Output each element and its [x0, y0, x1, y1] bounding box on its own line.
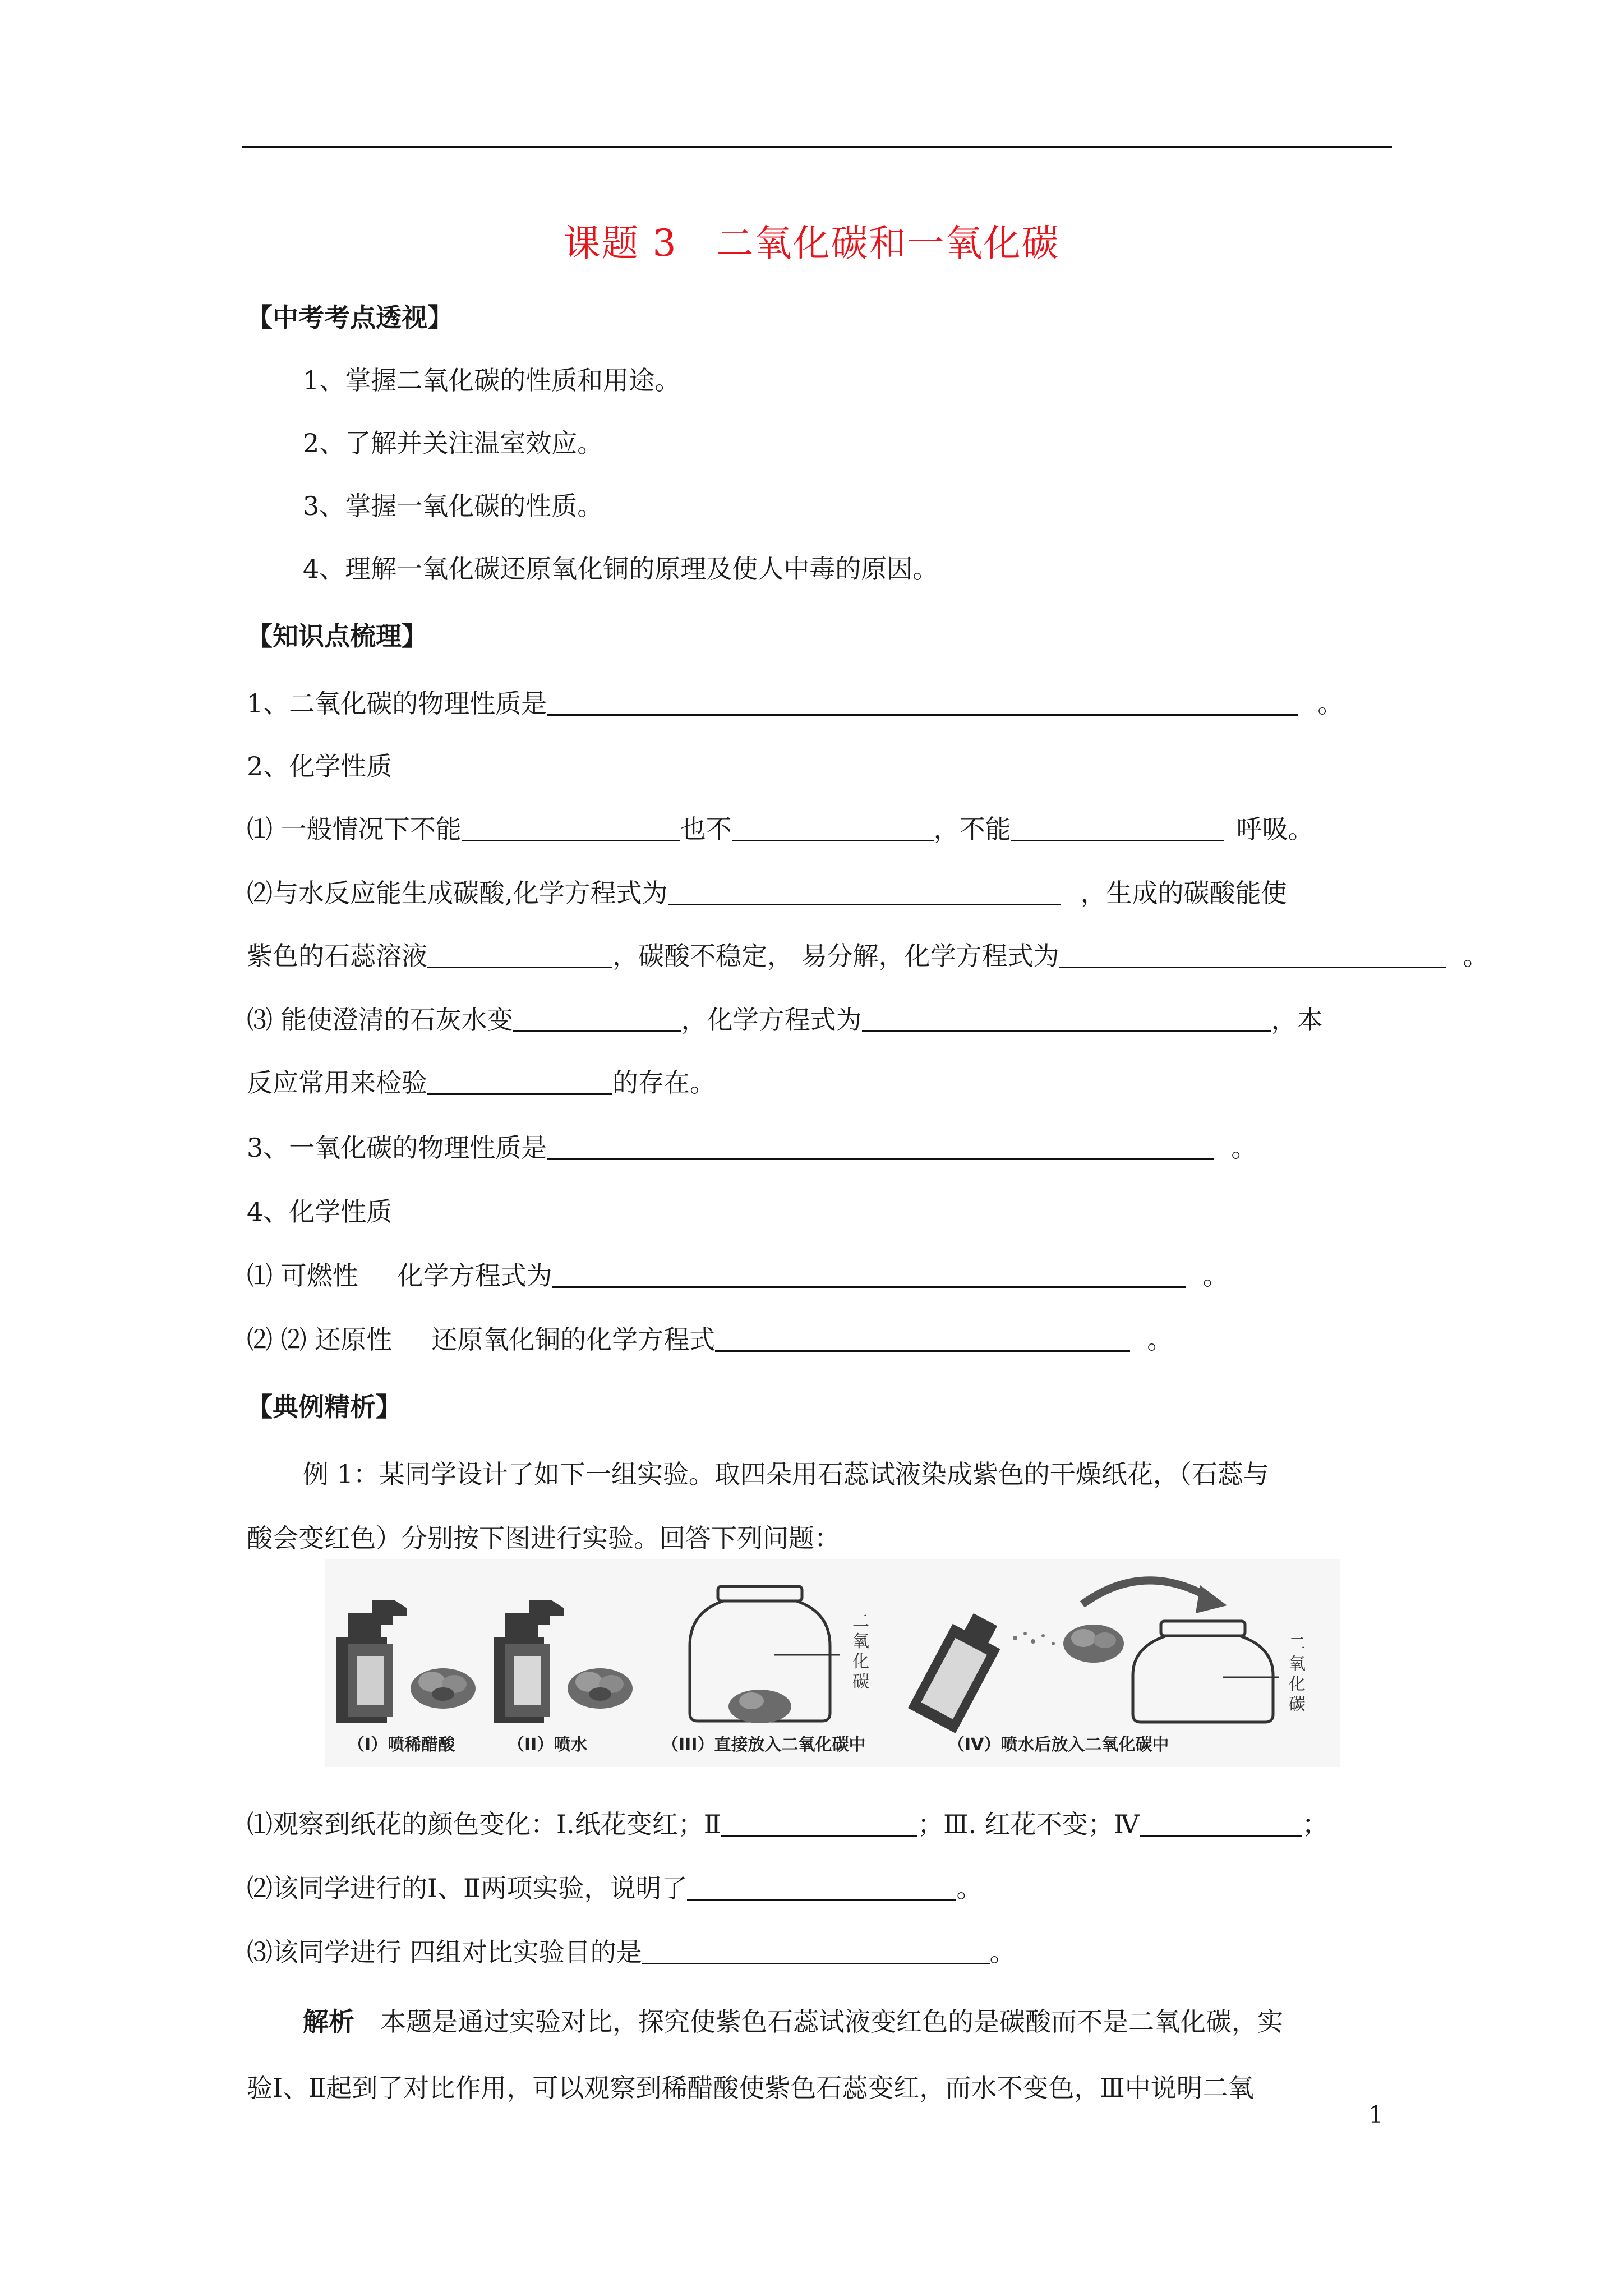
- knowledge-item-2-1: ⑴ 一般情况下不能 也不 ，不能 呼吸。: [247, 814, 1314, 844]
- knowledge-item-2-3: ⑶ 能使澄清的石灰水变 ，化学方程式为 ，本: [247, 1005, 1323, 1035]
- fill-blank[interactable]: [721, 1809, 917, 1837]
- jar-label: 化: [852, 1652, 869, 1672]
- header-rule: [242, 146, 1392, 148]
- knowledge-item-4: 4、化学性质: [247, 1197, 393, 1227]
- question-3: ⑶该同学进行 四组对比实验目的是 。: [247, 1937, 1016, 1967]
- exam-point-1: 1、掌握二氧化碳的性质和用途。: [303, 365, 681, 395]
- fill-blank[interactable]: [427, 1068, 612, 1095]
- knowledge-item-2: 2、化学性质: [247, 751, 393, 781]
- question-2: ⑵该同学进行的Ⅰ、Ⅱ两项实验，说明了 。: [247, 1873, 983, 1903]
- fill-blank[interactable]: [732, 814, 934, 841]
- question-1: ⑴观察到纸花的颜色变化：Ⅰ.纸花变红；Ⅱ ；Ⅲ. 红花不变；Ⅳ ；: [247, 1809, 1328, 1839]
- figure-caption-4: （IV）喷水后放入二氧化碳中: [948, 1735, 1169, 1755]
- paper-flower-icon: [411, 1668, 476, 1709]
- fill-blank[interactable]: [513, 1005, 681, 1032]
- fill-blank[interactable]: [642, 1937, 990, 1964]
- fill-blank[interactable]: [547, 1133, 1214, 1160]
- lesson-topic: 二氧化碳和一氧化碳: [716, 222, 1060, 265]
- analysis-line-1: 解析 本题是通过实验对比，探究使紫色石蕊试液变红色的是碳酸而不是二氧化碳，实: [303, 2007, 1283, 2037]
- section-heading-knowledge: 【知识点梳理】: [247, 621, 427, 651]
- fill-blank[interactable]: [1011, 814, 1224, 841]
- knowledge-item-1: 1、二氧化碳的物理性质是 。: [247, 688, 1344, 719]
- paper-flower-icon: [1063, 1625, 1124, 1663]
- fill-blank[interactable]: [427, 941, 612, 968]
- fill-blank[interactable]: [668, 878, 1061, 905]
- experiment-illustration: [325, 1559, 1340, 1767]
- jar-label: 碳: [852, 1672, 869, 1692]
- figure-caption-1: （I）喷稀醋酸: [348, 1735, 455, 1755]
- knowledge-item-2-2: ⑵与水反应能生成碳酸,化学方程式为 ，生成的碳酸能使: [247, 878, 1287, 908]
- jar-label: 二: [1289, 1634, 1306, 1654]
- lesson-number: 课题 3: [563, 222, 677, 265]
- fill-blank[interactable]: [687, 1873, 956, 1901]
- fill-blank[interactable]: [462, 814, 680, 841]
- figure-caption-2: （II）喷水: [508, 1735, 588, 1755]
- jar-label: 二: [852, 1612, 869, 1631]
- section-heading-exam-points: 【中考考点透视】: [247, 302, 453, 333]
- fill-blank[interactable]: [547, 688, 1298, 716]
- jar-label: 碳: [1289, 1695, 1306, 1714]
- analysis-label: 解析: [303, 2007, 354, 2037]
- jar-label: 氧: [1289, 1654, 1306, 1674]
- fill-blank[interactable]: [1059, 941, 1446, 968]
- analysis-line-2: 验Ⅰ、Ⅱ起到了对比作用，可以观察到稀醋酸使紫色石蕊变红，而水不变色，Ⅲ中说明二氧: [247, 2073, 1254, 2103]
- paper-flower-icon: [568, 1668, 633, 1709]
- section-heading-example: 【典例精析】: [247, 1392, 402, 1422]
- jar-label: 氧: [852, 1632, 869, 1651]
- page-title: [0, 213, 1623, 266]
- knowledge-item-2-3-cont: 反应常用来检验 的存在。: [247, 1068, 716, 1098]
- fill-blank[interactable]: [862, 1005, 1271, 1032]
- exam-point-4: 4、理解一氧化碳还原氧化铜的原理及使人中毒的原因。: [303, 554, 939, 584]
- figure-caption-3: （III）直接放入二氧化碳中: [662, 1735, 866, 1755]
- jar-label: 化: [1289, 1674, 1306, 1694]
- fill-blank[interactable]: [1140, 1809, 1302, 1837]
- experiment-figure: [325, 1559, 1340, 1767]
- knowledge-item-4-1: ⑴ 可燃性 化学方程式为 。: [247, 1260, 1229, 1291]
- exam-point-2: 2、了解并关注温室效应。: [303, 428, 603, 458]
- example-text-line-1: 例 1：某同学设计了如下一组实验。取四朵用石蕊试液染成紫色的干燥纸花，（石蕊与: [303, 1459, 1269, 1489]
- fill-blank[interactable]: [715, 1324, 1130, 1352]
- fill-blank[interactable]: [552, 1260, 1186, 1288]
- page-number: 1: [1368, 2101, 1384, 2128]
- knowledge-item-3: 3、一氧化碳的物理性质是 。: [247, 1133, 1257, 1163]
- exam-point-3: 3、掌握一氧化碳的性质。: [303, 491, 603, 521]
- example-text-line-2: 酸会变红色）分别按下图进行实验。回答下列问题：: [247, 1523, 840, 1553]
- knowledge-item-2-2-cont: 紫色的石蕊溶液 ，碳酸不稳定， 易分解，化学方程式为 。: [247, 941, 1489, 971]
- knowledge-item-4-2: ⑵ ⑵ 还原性 还原氧化铜的化学方程式 。: [247, 1324, 1173, 1355]
